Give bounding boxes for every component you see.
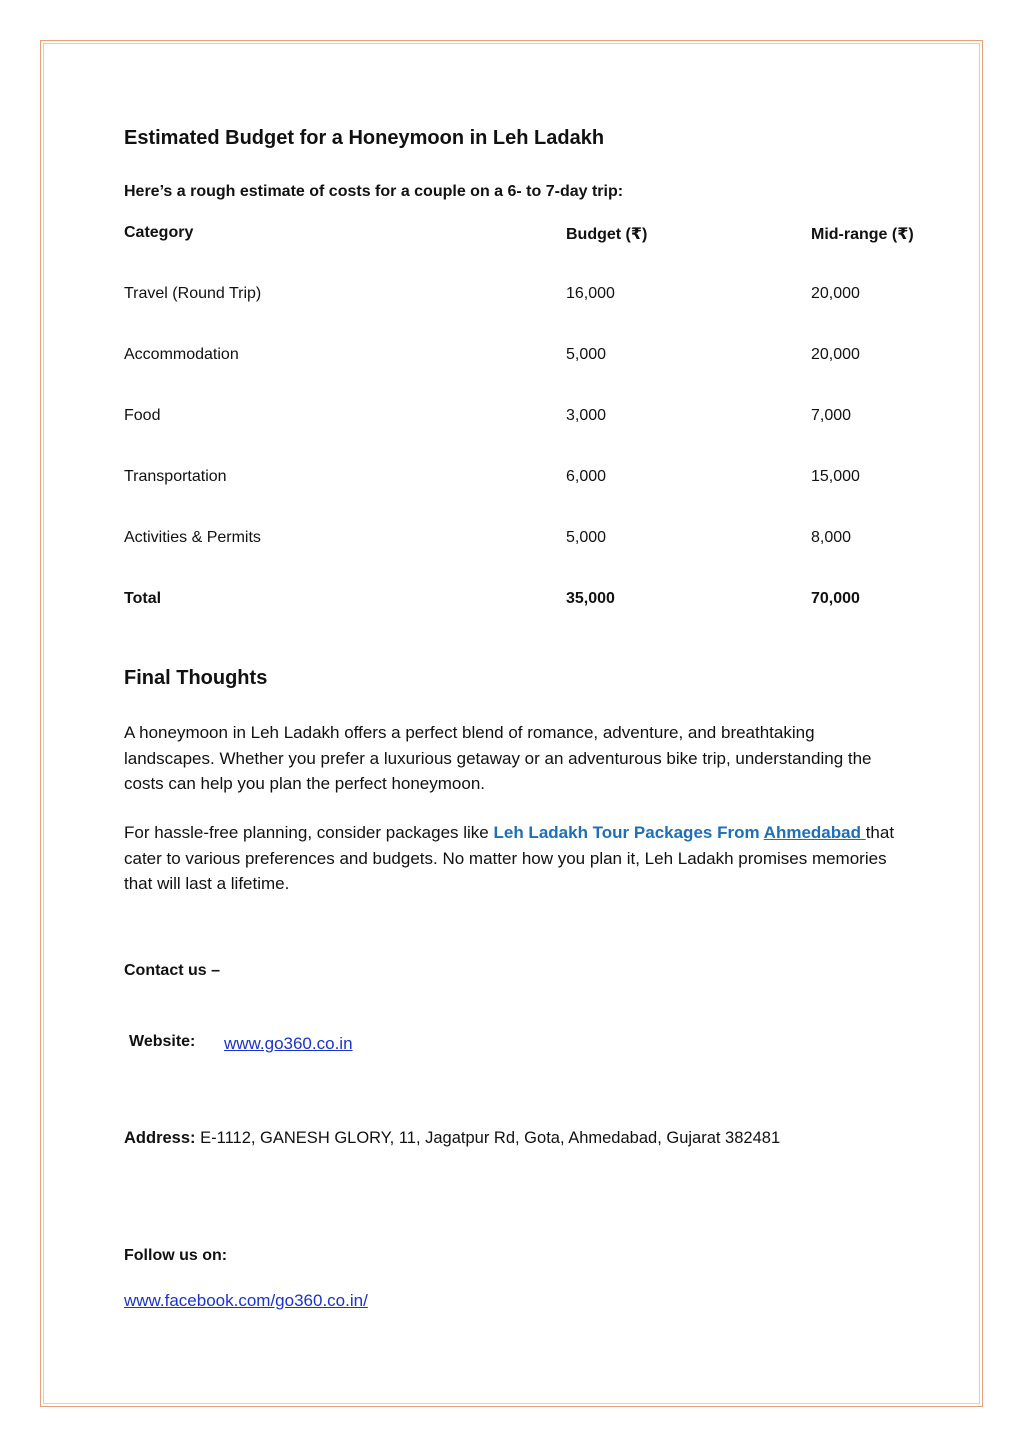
packages-paragraph [124, 820, 904, 897]
address-value: E-1112, GANESH GLORY, 11, Jagatpur Rd, Gota, Ahmedabad, Gujarat 382481 [200, 1129, 781, 1147]
website-link[interactable]: www.go360.co.in [224, 1034, 353, 1053]
follow-label: Follow us on: [124, 1247, 228, 1264]
col-header-category: Category [124, 224, 194, 241]
contact-heading: Contact us – [124, 962, 221, 979]
cell-budget: 3,000 [566, 407, 607, 424]
cell-budget: 16,000 [566, 285, 615, 302]
cell-budget: 6,000 [566, 468, 607, 485]
cell-midrange: 15,000 [811, 468, 860, 485]
cell-category: Accommodation [124, 346, 239, 363]
total-label: Total [124, 590, 162, 607]
final-thoughts-heading: Final Thoughts [124, 667, 268, 689]
budget-heading: Estimated Budget for a Honeymoon in Leh Ladakh [124, 127, 605, 149]
cell-midrange: 7,000 [811, 407, 852, 424]
cell-midrange: 20,000 [811, 285, 860, 302]
packages-link-line1: Leh Ladakh Tour Packages From [493, 823, 760, 842]
col-header-budget: Budget (₹) [566, 226, 648, 243]
cell-midrange: 8,000 [811, 529, 852, 546]
facebook-link[interactable]: www.facebook.com/go360.co.in/ [124, 1291, 368, 1310]
final-thoughts-paragraph: A honeymoon in Leh Ladakh offers a perfect blend of romance, adventure, and breathtaking landscapes. Whether you prefer a luxurious getaway or an adventurous bike trip, understanding the costs can help you plan the perfect honeymoon. [124, 723, 872, 793]
packages-link-line2: Ahmedabad [763, 823, 866, 842]
cell-category: Activities & Permits [124, 529, 261, 546]
packages-text-after: that cater to various preferences and budgets. No matter how you plan it, Leh Ladakh promises memories that will last a lifetime. [124, 823, 895, 893]
address-line [124, 1129, 780, 1148]
packages-link[interactable] [493, 823, 865, 842]
address-label: Address: [124, 1129, 196, 1147]
website-label: Website: [129, 1033, 196, 1050]
cell-budget: 5,000 [566, 346, 607, 363]
cell-budget: 5,000 [566, 529, 607, 546]
col-header-midrange: Mid-range (₹) [811, 226, 914, 243]
total-budget: 35,000 [566, 590, 615, 607]
cell-midrange: 20,000 [811, 346, 860, 363]
cell-category: Travel (Round Trip) [124, 285, 262, 302]
cell-category: Transportation [124, 468, 227, 485]
packages-text-before: For hassle-free planning, consider packages like [124, 823, 494, 842]
total-midrange: 70,000 [811, 590, 860, 607]
budget-intro: Here’s a rough estimate of costs for a couple on a 6- to 7-day trip: [124, 183, 624, 200]
cell-category: Food [124, 407, 161, 424]
